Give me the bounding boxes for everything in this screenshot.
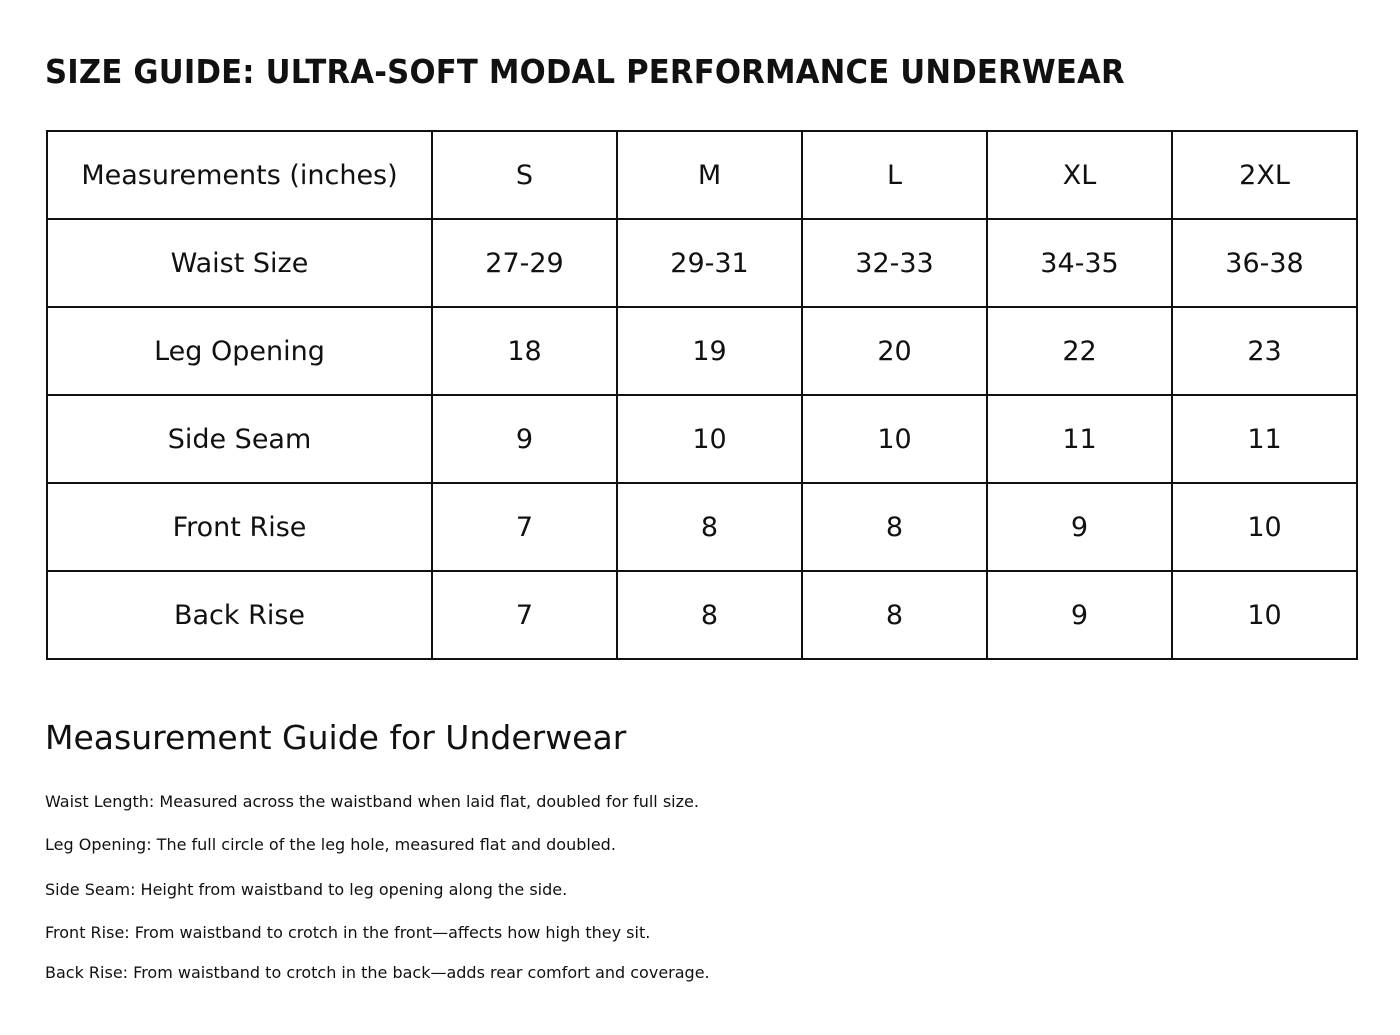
table-cell: 22 bbox=[987, 307, 1172, 395]
header-cell-size-s: S bbox=[432, 131, 617, 219]
header-cell-size-m: M bbox=[617, 131, 802, 219]
table-cell: 8 bbox=[802, 571, 987, 659]
table-cell: 32-33 bbox=[802, 219, 987, 307]
row-label-cell: Back Rise bbox=[47, 571, 432, 659]
guide-line-front-rise: Front Rise: From waistband to crotch in the front—affects how high they sit. bbox=[45, 923, 651, 942]
page-title: SIZE GUIDE: ULTRA-SOFT MODAL PERFORMANCE UNDERWEAR bbox=[45, 52, 1125, 91]
table-cell: 11 bbox=[1172, 395, 1357, 483]
table-cell: 10 bbox=[617, 395, 802, 483]
table-row bbox=[47, 395, 1357, 483]
table-cell: 8 bbox=[617, 571, 802, 659]
table-cell: 10 bbox=[1172, 571, 1357, 659]
header-cell-size-2xl: 2XL bbox=[1172, 131, 1357, 219]
header-cell-size-xl: XL bbox=[987, 131, 1172, 219]
table-row bbox=[47, 571, 1357, 659]
table-cell: 11 bbox=[987, 395, 1172, 483]
table-cell: 20 bbox=[802, 307, 987, 395]
table-cell: 9 bbox=[987, 571, 1172, 659]
guide-line-side-seam: Side Seam: Height from waistband to leg opening along the side. bbox=[45, 880, 568, 899]
guide-line-back-rise: Back Rise: From waistband to crotch in the back—adds rear comfort and coverage. bbox=[45, 963, 710, 982]
row-label-cell: Leg Opening bbox=[47, 307, 432, 395]
header-cell-size-l: L bbox=[802, 131, 987, 219]
table-cell: 8 bbox=[617, 483, 802, 571]
header-cell-measurements: Measurements (inches) bbox=[47, 131, 432, 219]
table-cell: 9 bbox=[987, 483, 1172, 571]
table-cell: 23 bbox=[1172, 307, 1357, 395]
table-cell: 19 bbox=[617, 307, 802, 395]
table-cell: 7 bbox=[432, 483, 617, 571]
guide-line-waist: Waist Length: Measured across the waistband when laid flat, doubled for full size. bbox=[45, 792, 699, 811]
table-cell: 7 bbox=[432, 571, 617, 659]
table-cell: 36-38 bbox=[1172, 219, 1357, 307]
row-label-cell: Front Rise bbox=[47, 483, 432, 571]
table-header-row bbox=[47, 131, 1357, 219]
table-cell: 34-35 bbox=[987, 219, 1172, 307]
row-label-cell: Side Seam bbox=[47, 395, 432, 483]
table-row bbox=[47, 483, 1357, 571]
guide-line-leg-opening: Leg Opening: The full circle of the leg hole, measured flat and doubled. bbox=[45, 835, 616, 854]
table-cell: 29-31 bbox=[617, 219, 802, 307]
table-cell: 9 bbox=[432, 395, 617, 483]
measurement-guide-heading: Measurement Guide for Underwear bbox=[45, 718, 627, 757]
table-cell: 8 bbox=[802, 483, 987, 571]
size-chart-table bbox=[46, 130, 1358, 660]
row-label-cell: Waist Size bbox=[47, 219, 432, 307]
table-cell: 10 bbox=[802, 395, 987, 483]
table-cell: 27-29 bbox=[432, 219, 617, 307]
table-row bbox=[47, 219, 1357, 307]
table-row bbox=[47, 307, 1357, 395]
table-cell: 10 bbox=[1172, 483, 1357, 571]
table-cell: 18 bbox=[432, 307, 617, 395]
